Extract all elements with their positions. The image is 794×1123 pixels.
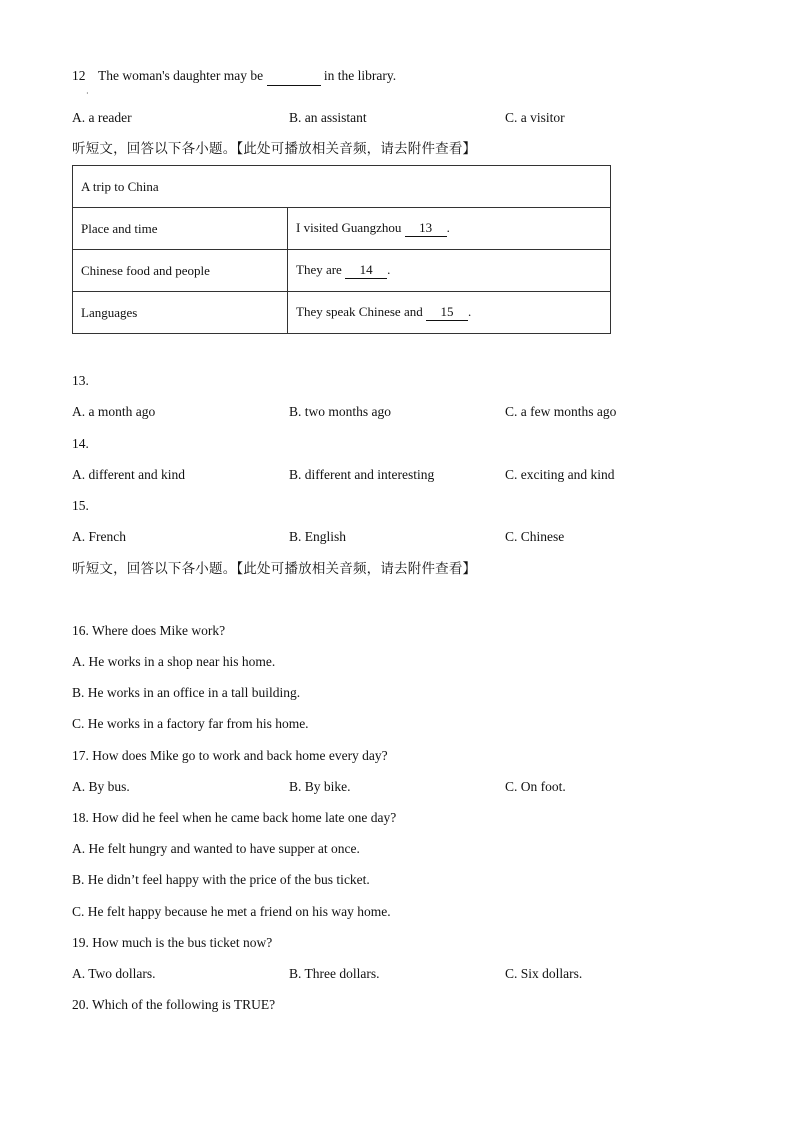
question-12: [72, 67, 396, 86]
section-instruction: 听短文，回答以下各小题。【此处可播放相关音频，请去附件查看】: [72, 561, 477, 577]
q17-option-c[interactable]: C. On foot.: [505, 779, 566, 794]
table-row: [73, 292, 611, 334]
blank-number: 14: [345, 262, 387, 279]
blank-number: 13: [405, 220, 447, 237]
q17-option-b[interactable]: B. By bike.: [289, 779, 351, 794]
question-15: 15.: [72, 498, 89, 513]
q13-option-c[interactable]: C. a few months ago: [505, 404, 617, 419]
table-row: [73, 208, 611, 250]
row-text: They speak Chinese and: [296, 304, 423, 319]
q16-option-c[interactable]: C. He works in a factory far from his home.: [72, 716, 309, 731]
row-punct: .: [387, 262, 391, 277]
question-19: 19. How much is the bus ticket now?: [72, 935, 273, 950]
q18-option-b[interactable]: B. He didn’t feel happy with the price of the bus ticket.: [72, 872, 370, 887]
row-punct: .: [467, 304, 472, 319]
question-number: 12: [72, 68, 86, 83]
table-row: [73, 250, 611, 292]
q12-option-c[interactable]: C. a visitor: [505, 110, 565, 125]
section-instruction: 听短文，回答以下各小题。【此处可播放相关音频，请去附件查看】: [72, 141, 477, 157]
blank-number: 15: [426, 304, 468, 321]
row-punct: .: [446, 220, 450, 235]
question-18: 18. How did he feel when he came back home late one day?: [72, 810, 397, 825]
trip-table: [72, 165, 611, 334]
table-title: A trip to China: [73, 166, 611, 208]
q12-option-a[interactable]: A. a reader: [72, 110, 132, 125]
q19-option-c[interactable]: C. Six dollars.: [505, 966, 583, 981]
question-14: 14.: [72, 436, 89, 451]
question-20: 20. Which of the following is TRUE?: [72, 997, 276, 1012]
question-13: 13.: [72, 373, 89, 388]
row-text: They are: [296, 262, 342, 277]
q18-option-a[interactable]: A. He felt hungry and wanted to have supper at once.: [72, 841, 360, 856]
q14-option-c[interactable]: C. exciting and kind: [505, 467, 615, 482]
q16-option-b[interactable]: B. He works in an office in a tall building.: [72, 685, 301, 700]
row-text: I visited Guangzhou: [296, 220, 402, 235]
q13-option-b[interactable]: B. two months ago: [289, 404, 392, 419]
answer-blank: [267, 67, 321, 86]
q15-option-c[interactable]: C. Chinese: [505, 529, 565, 544]
q14-option-b[interactable]: B. different and interesting: [289, 467, 435, 482]
row-label: Chinese food and people: [73, 250, 288, 292]
row-label: Languages: [73, 292, 288, 334]
q12-option-b[interactable]: B. an assistant: [289, 110, 367, 125]
bullet-dot: ·: [86, 89, 89, 98]
q18-option-c[interactable]: C. He felt happy because he met a friend on his way home.: [72, 904, 391, 919]
q16-option-a[interactable]: A. He works in a shop near his home.: [72, 654, 276, 669]
question-text-before: The woman's daughter may be: [98, 68, 264, 83]
q13-option-a[interactable]: A. a month ago: [72, 404, 156, 419]
row-content: [288, 208, 611, 250]
q15-option-a[interactable]: A. French: [72, 529, 126, 544]
q14-option-a[interactable]: A. different and kind: [72, 467, 185, 482]
q19-option-a[interactable]: A. Two dollars.: [72, 966, 156, 981]
question-text-after: in the library.: [323, 68, 397, 83]
q19-option-b[interactable]: B. Three dollars.: [289, 966, 380, 981]
row-content: [288, 250, 611, 292]
question-16: 16. Where does Mike work?: [72, 623, 226, 638]
q17-option-a[interactable]: A. By bus.: [72, 779, 130, 794]
q15-option-b[interactable]: B. English: [289, 529, 347, 544]
row-content: [288, 292, 611, 334]
row-label: Place and time: [73, 208, 288, 250]
question-17: 17. How does Mike go to work and back home every day?: [72, 748, 388, 763]
